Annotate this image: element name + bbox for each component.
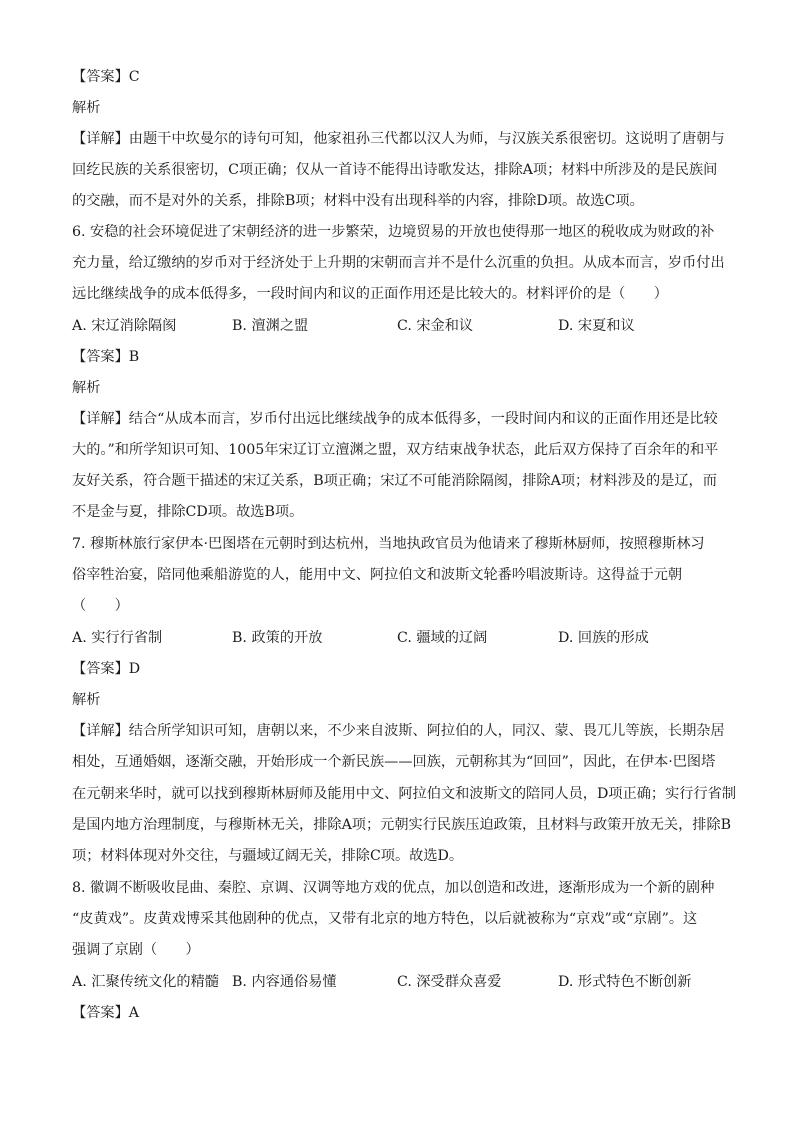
q6-option-a: A. 宋辽消除隔阂 <box>72 318 177 334</box>
q7-detail-line-5: 项；材料体现对外交往，与疆域辽阔无关，排除C项。故选D。 <box>72 848 464 864</box>
q7-detail-line-4: 是国内地方治理制度，与穆斯林无关，排除A项；元朝实行民族压迫政策，且材料与政策开放无关，排除B <box>72 817 732 833</box>
q8-option-c: C. 深受群众喜爱 <box>397 974 502 990</box>
q8-option-a: A. 汇聚传统文化的精髓 <box>72 974 219 990</box>
q6-option-b: B. 澶渊之盟 <box>232 318 309 334</box>
q6-option-c: C. 宋金和议 <box>397 318 474 334</box>
q6-answer: 【答案】B <box>72 349 140 365</box>
q6-detail-line-1: 【详解】结合“从成本而言，岁币付出远比继续战争的成本低得多，一段时间内和议的正面作用还是比较 <box>72 411 718 427</box>
q6-detail-line-3: 友好关系，符合题干描述的宋辽关系，B项正确；宋辽不可能消除隔阂，排除A项；材料涉及的是辽，而 <box>72 473 717 489</box>
q6-option-d: D. 宋夏和议 <box>558 318 635 334</box>
q7-stem-line-2: 俗宰牲治宴，陪同他乘船游览的人，能用中文、阿拉伯文和波斯文轮番吟唱波斯诗。这得益于元朝 <box>72 567 683 583</box>
q7-answer: 【答案】D <box>72 661 141 677</box>
q8-options <box>72 973 722 991</box>
q6-stem-line-3: 远比继续战争的成本低得多，一段时间内和议的正面作用还是比较大的。材料评价的是（ ） <box>72 286 668 302</box>
q5-detail-line-3: 的交融，而不是对外的关系，排除B项；材料中没有出现科举的内容，排除D项。故选C项。 <box>72 193 644 209</box>
q7-option-d: D. 回族的形成 <box>558 630 649 646</box>
q7-detail-line-2: 相处，互通婚姻，逐渐交融，开始形成一个新民族——回族，元朝称其为“回回”，因此，在伊本·巴图塔 <box>72 754 716 770</box>
q6-options <box>72 317 722 335</box>
q7-analysis-heading: 解析 <box>72 692 101 708</box>
q6-stem-line-2: 充力量，给辽缴纳的岁币对于经济处于上升期的宋朝而言并不是什么沉重的负担。从成本而言，岁币付出 <box>72 255 725 271</box>
q5-detail-line-1: 【详解】由题干中坎曼尔的诗句可知，他家祖孙三代都以汉人为师，与汉族关系很密切。这说明了唐朝与 <box>72 131 725 147</box>
q7-detail-line-1: 【详解】结合所学知识可知，唐朝以来，不少来自波斯、阿拉伯的人，同汉、蒙、畏兀儿等族，长期杂居 <box>72 723 725 739</box>
q7-detail-line-3: 在元朝来华时，就可以找到穆斯林厨师及能用中文、阿拉伯文和波斯文的陪同人员，D项正确；实行行省制 <box>72 786 737 802</box>
q7-option-a: A. 实行行省制 <box>72 630 163 646</box>
q7-stem-line-1: 7. 穆斯林旅行家伊本·巴图塔在元朝时到达杭州，当地执政官员为他请来了穆斯林厨师，按照穆斯林习 <box>72 536 705 552</box>
q6-detail-line-4: 不是金与夏，排除CD项。故选B项。 <box>72 504 304 520</box>
q8-stem-line-3: 强调了京剧（ ） <box>72 942 200 958</box>
q7-option-b: B. 政策的开放 <box>232 630 323 646</box>
q7-options <box>72 629 722 647</box>
q7-stem-line-3: （ ） <box>72 598 129 614</box>
q6-detail-line-2: 大的。”和所学知识可知、1005年宋辽订立澶渊之盟，双方结束战争状态，此后双方保持了百余年的和平 <box>72 442 719 458</box>
q8-option-d: D. 形式特色不断创新 <box>558 974 692 990</box>
q6-analysis-heading: 解析 <box>72 380 101 396</box>
q5-answer: 【答案】C <box>72 69 140 85</box>
q8-stem-line-2: “皮黄戏”。皮黄戏博采其他剧种的优点，又带有北京的地方特色，以后就被称为“京戏”或“京剧”。这 <box>72 911 698 927</box>
q6-stem-line-1: 6. 安稳的社会环境促进了宋朝经济的进一步繁荣，边境贸易的开放也使得那一地区的税收成为财政的补 <box>72 224 715 240</box>
q8-stem-line-1: 8. 徽调不断吸收昆曲、秦腔、京调、汉调等地方戏的优点，加以创造和改进，逐渐形成为一个新的剧种 <box>72 880 715 896</box>
q5-analysis-heading: 解析 <box>72 100 101 116</box>
q8-answer: 【答案】A <box>72 1005 139 1021</box>
q7-option-c: C. 疆域的辽阔 <box>397 630 488 646</box>
q5-detail-line-2: 回纥民族的关系很密切，C项正确；仅从一首诗不能得出诗歌发达，排除A项；材料中所涉及的是民族间 <box>72 162 718 178</box>
q8-option-b: B. 内容通俗易懂 <box>232 974 337 990</box>
